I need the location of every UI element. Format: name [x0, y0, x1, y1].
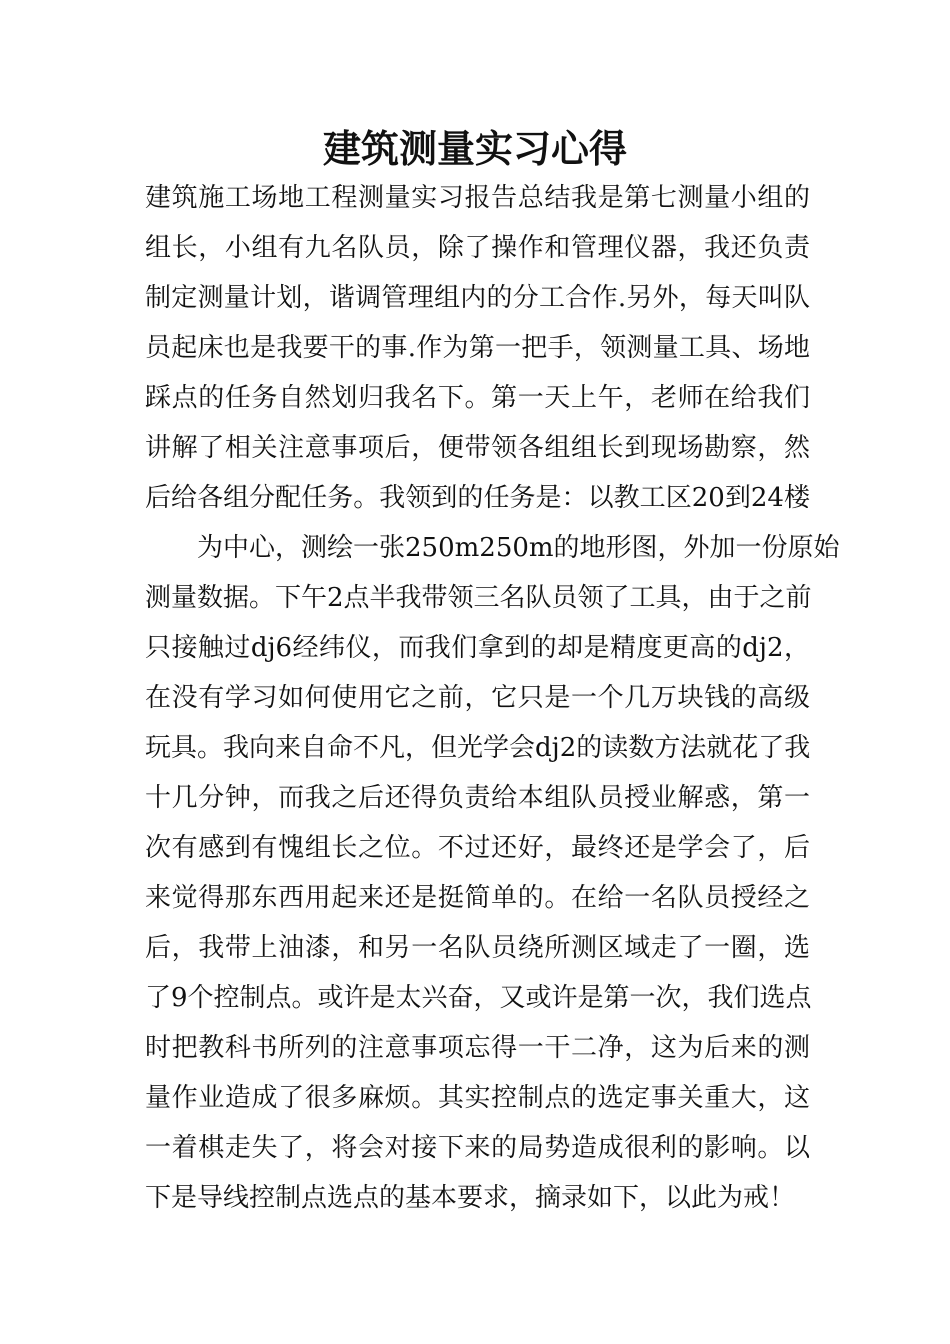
body-line: 在没有学习如何使用它之前，它只是一个几万块钱的高级: [145, 683, 810, 713]
body-line-indented: 为中心，测绘一张250m250m的地形图，外加一份原始: [197, 533, 840, 563]
body-line: 后，我带上油漆，和另一名队员绕所测区域走了一圈，选: [145, 933, 810, 963]
body-line: 一着棋走失了，将会对接下来的局势造成很利的影响。以: [145, 1133, 810, 1163]
body-line: 后给各组分配任务。我领到的任务是：以教工区20到24楼: [145, 483, 810, 513]
body-line: 讲解了相关注意事项后，便带领各组组长到现场勘察，然: [145, 433, 810, 463]
body-line-last: 下是导线控制点选点的基本要求，摘录如下，以此为戒！: [145, 1183, 796, 1213]
body-line: 建筑施工场地工程测量实习报告总结我是第七测量小组的: [145, 183, 810, 213]
body-line: 了9个控制点。或许是太兴奋，又或许是第一次，我们选点: [145, 983, 812, 1013]
document-title: 建筑测量实习心得: [322, 127, 627, 171]
body-line: 时把教科书所列的注意事项忘得一干二净，这为后来的测: [145, 1033, 810, 1063]
body-line: 来觉得那东西用起来还是挺简单的。在给一名队员授经之: [145, 883, 810, 913]
body-line: 员起床也是我要干的事.作为第一把手，领测量工具、场地: [145, 333, 810, 363]
body-line: 十几分钟，而我之后还得负责给本组队员授业解惑，第一: [145, 783, 810, 813]
body-line: 测量数据。下午2点半我带领三名队员领了工具，由于之前: [145, 583, 812, 613]
body-line: 踩点的任务自然划归我名下。第一天上午，老师在给我们: [145, 383, 810, 413]
body-line: 制定测量计划，谐调管理组内的分工合作.另外，每天叫队: [145, 283, 810, 313]
body-line: 玩具。我向来自命不凡，但光学会dj2的读数方法就花了我: [145, 733, 811, 763]
body-line: 只接触过dj6经纬仪，而我们拿到的却是精度更高的dj2，: [145, 633, 810, 663]
body-line: 次有感到有愧组长之位。不过还好，最终还是学会了，后: [145, 833, 810, 863]
body-line: 量作业造成了很多麻烦。其实控制点的选定事关重大，这: [145, 1083, 810, 1113]
body-line: 组长，小组有九名队员，除了操作和管理仪器，我还负责: [145, 233, 810, 263]
